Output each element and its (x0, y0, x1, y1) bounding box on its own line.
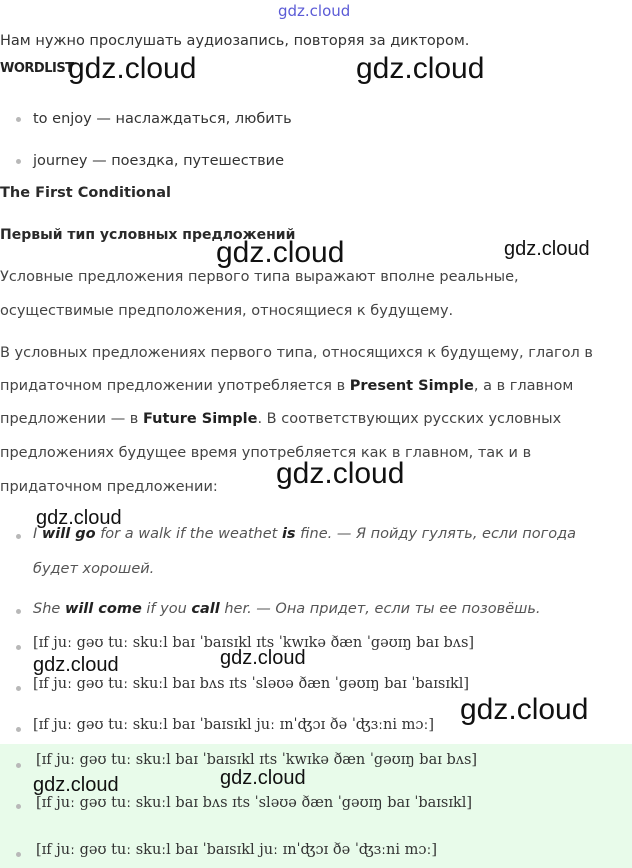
example-line: будет хорошей. (33, 561, 155, 577)
bullet-icon (16, 727, 21, 732)
transcription-line: [ɪf juː gəʊ tuː skuːl baɪ ˈbaɪsɪkl juː ɪnˈʤɔɪ ðə ˈʤɜːni mɔː] (33, 717, 435, 733)
paragraph-line: В условных предложениях первого типа, относящихся к будущему, глагол в (0, 345, 593, 361)
watermark: gdz.cloud (276, 457, 405, 490)
bullet-icon (16, 534, 21, 539)
watermark: gdz.cloud (68, 52, 197, 85)
transcription-line: [ɪf juː gəʊ tuː skuːl baɪ ˈbaɪsɪkl ɪts ˈkwɪkə ðæn ˈgəʊɪŋ baɪ bʌs] (33, 635, 475, 651)
example-verb: call (191, 601, 220, 617)
transcription-line: [ɪf juː gəʊ tuː skuːl baɪ bʌs ɪts ˈsləʊə ðæn ˈgəʊɪŋ baɪ ˈbaɪsɪkl] (36, 795, 473, 811)
example-text: her. — Она придет, если ты ее позовёшь. (219, 601, 541, 617)
paragraph-line: придаточном предложении: (0, 479, 218, 495)
paragraph-line: осуществимые предположения, относящиеся к будущему. (0, 303, 454, 319)
paragraph-line (0, 376, 573, 396)
paragraph-line (0, 409, 561, 429)
example-verb: is (281, 526, 296, 542)
site-logo[interactable]: gdz.cloud (278, 2, 351, 20)
wordlist-item: journey — поездка, путешествие (33, 153, 285, 169)
watermark: gdz.cloud (220, 647, 306, 669)
watermark: gdz.cloud (33, 654, 119, 676)
example-line (33, 601, 541, 617)
paragraph-text: предложении — в (0, 411, 143, 427)
example-verb: will come (64, 601, 142, 617)
bullet-icon (16, 763, 21, 768)
example-text: for a walk if the weathet (95, 526, 282, 542)
example-verb: will go (41, 526, 96, 542)
bullet-icon (16, 609, 21, 614)
paragraph-line: предложениях будущее время употребляется как в главном, так и в (0, 445, 532, 461)
bullet-icon (16, 852, 21, 857)
tense-term: Present Simple (349, 378, 474, 394)
watermark: gdz.cloud (356, 52, 485, 85)
paragraph-text: , а в главном (473, 378, 574, 394)
transcription-line: [ɪf juː gəʊ tuː skuːl baɪ ˈbaɪsɪkl juː ɪnˈʤɔɪ ðə ˈʤɜːni mɔː] (36, 842, 438, 858)
bullet-icon (16, 159, 21, 164)
watermark: gdz.cloud (216, 236, 345, 269)
bullet-icon (16, 117, 21, 122)
paragraph-text: . В соответствующих русских условных (257, 411, 562, 427)
wordlist-title: WORDLIST (0, 61, 74, 76)
watermark: gdz.cloud (33, 774, 119, 796)
watermark: gdz.cloud (220, 767, 306, 789)
paragraph-text: придаточном предложении употребляется в (0, 378, 350, 394)
example-text: fine. — Я пойду гулять, если погода (295, 526, 576, 542)
bullet-icon (16, 804, 21, 809)
watermark: gdz.cloud (460, 693, 589, 726)
watermark: gdz.cloud (504, 238, 590, 260)
section-title: The First Conditional (0, 185, 171, 201)
example-text: I (33, 526, 42, 542)
bullet-icon (16, 686, 21, 691)
tense-term: Future Simple (142, 411, 258, 427)
transcription-line: [ɪf juː gəʊ tuː skuːl baɪ bʌs ɪts ˈsləʊə ðæn ˈgəʊɪŋ baɪ ˈbaɪsɪkl] (33, 676, 470, 692)
transcription-line: [ɪf juː gəʊ tuː skuːl baɪ ˈbaɪsɪkl ɪts ˈkwɪkə ðæn ˈgəʊɪŋ baɪ bʌs] (36, 752, 478, 768)
paragraph-line: Условные предложения первого типа выражают вполне реальные, (0, 269, 519, 285)
example-text: if you (141, 601, 192, 617)
example-text: She (33, 601, 65, 617)
intro-text: Нам нужно прослушать аудиозапись, повторяя за диктором. (0, 33, 470, 49)
section-subtitle: Первый тип условных предложений (0, 227, 296, 243)
watermark: gdz.cloud (36, 507, 122, 529)
bullet-icon (16, 645, 21, 650)
wordlist-item: to enjoy — наслаждаться, любить (33, 111, 292, 127)
